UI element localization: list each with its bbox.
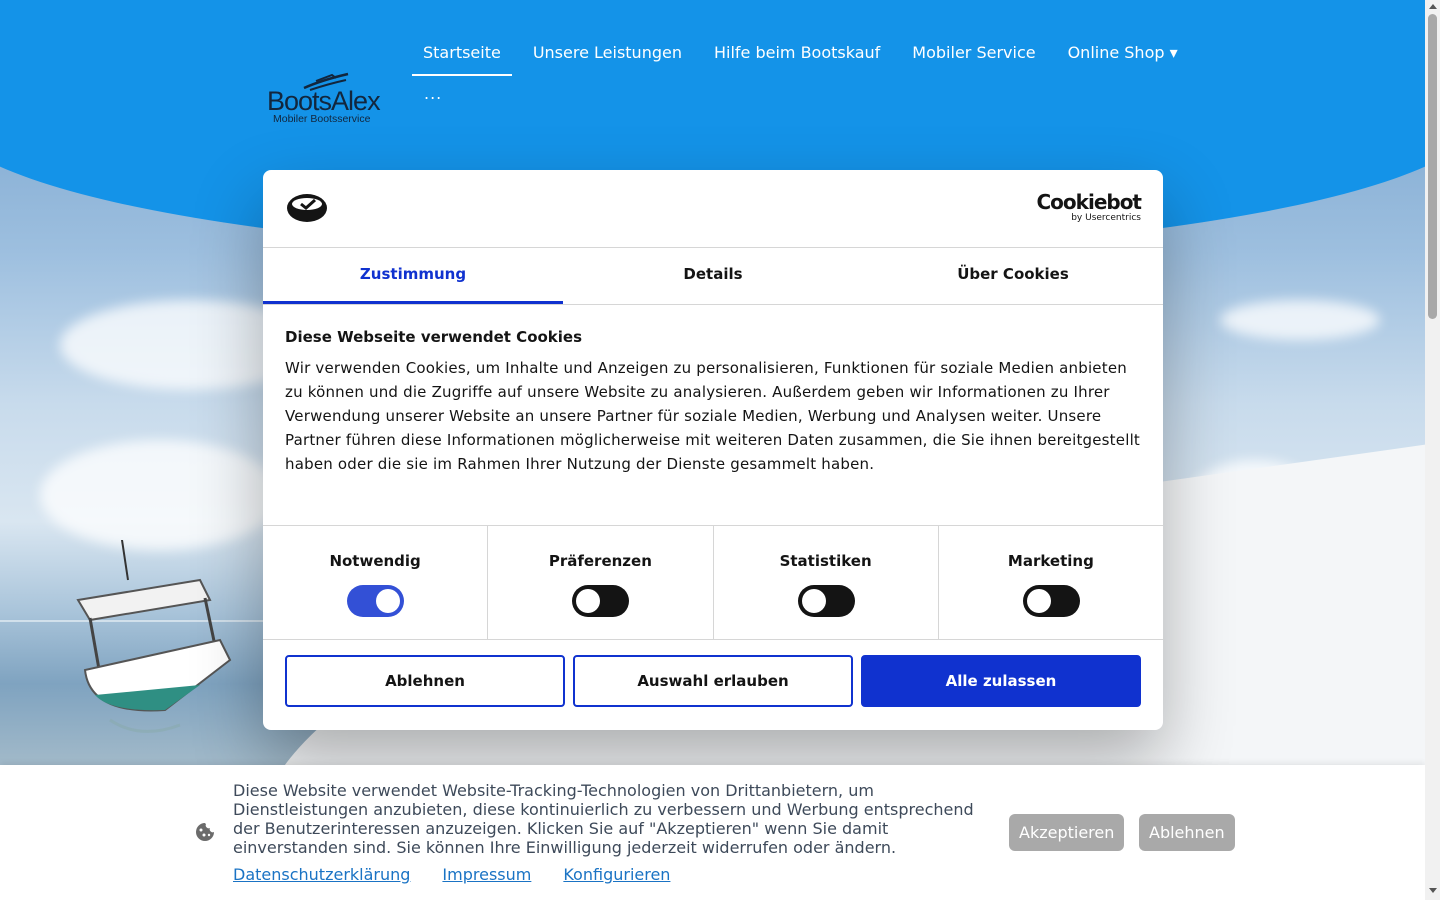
nav-item-mobiler-service[interactable]: Mobiler Service [912, 43, 1036, 62]
category-praeferenzen [488, 526, 713, 639]
scroll-thumb[interactable] [1428, 14, 1437, 319]
tracking-banner [0, 765, 1425, 900]
cloud [1220, 300, 1380, 340]
link-datenschutz[interactable]: Datenschutzerklärung [233, 865, 411, 884]
toggle-knob [376, 589, 400, 613]
scroll-up-icon[interactable] [1429, 4, 1437, 9]
category-statistiken [714, 526, 939, 639]
category-label: Marketing [1007, 552, 1094, 570]
link-impressum[interactable]: Impressum [442, 865, 532, 884]
accept-button[interactable]: Akzeptieren [1009, 814, 1124, 851]
category-label: Notwendig [329, 552, 421, 570]
link-konfigurieren[interactable]: Konfigurieren [563, 865, 671, 884]
cookiebot-brand-sub: by Usercentrics [1071, 213, 1141, 223]
cookie-icon [195, 822, 215, 842]
tab-details[interactable]: Details [683, 265, 743, 283]
category-marketing [939, 526, 1163, 639]
boat-image [70, 540, 250, 740]
decline-button[interactable]: Ablehnen [285, 655, 565, 707]
toggle-marketing[interactable] [1023, 585, 1080, 617]
banner-decline-button[interactable]: Ablehnen [1139, 814, 1235, 851]
dialog-text: Wir verwenden Cookies, um Inhalte und Anzeigen zu personalisieren, Funktionen für soziale Medien anbieten zu können und die Zugriffe auf unsere Website zu analysieren. Außerdem geben wir Informationen zu Ihrer Verwendung unserer Website an unsere Partner für soziale Medien, Werbung und Analysen weiter. Unsere Partner führen diese Informationen möglicherweise mit weiteren Daten zusammen, die Sie ihnen bereitgestellt haben oder die sie im Rahmen Ihrer Nutzung der Dienste gesammelt haben. [285, 359, 1141, 473]
category-notwendig [263, 526, 488, 639]
cookiebot-brand-name: Cookiebot [1036, 190, 1141, 214]
nav-item-online-shop[interactable]: Online Shop ▾ [1067, 43, 1178, 62]
dialog-tabs [263, 247, 1163, 305]
allow-selection-button[interactable]: Auswahl erlauben [573, 655, 853, 707]
banner-text: Diese Website verwendet Website-Tracking-Technologien von Drittanbietern, um Dienstleistungen anzubieten, diese kontinuierlich zu verbessern und Werbung entsprechend der Benutzerinteressen anzuzeigen. Klicken Sie auf "Akzeptieren" wenn Sie damit einverstanden sind. Sie können Ihre Einwilligung jederzeit widerrufen oder ändern. [233, 781, 974, 857]
dialog-header [263, 170, 1163, 248]
nav-item-hilfe-beim-bootskauf[interactable]: Hilfe beim Bootskauf [713, 43, 881, 62]
cookiebot-brand[interactable] [1037, 191, 1142, 223]
toggle-statistiken[interactable] [798, 585, 855, 617]
consent-categories [263, 525, 1163, 640]
cookie-consent-dialog [263, 170, 1163, 730]
toggle-knob [1027, 589, 1051, 613]
logo-text: BootsAlex [267, 86, 380, 116]
tab-ueber-cookies[interactable]: Über Cookies [957, 265, 1069, 283]
nav-more-button[interactable]: ... [424, 84, 443, 103]
nav-item-unsere-leistungen[interactable]: Unsere Leistungen [532, 43, 682, 62]
banner-links [233, 865, 702, 884]
dialog-title: Diese Webseite verwendet Cookies [285, 328, 583, 346]
allow-all-button[interactable]: Alle zulassen [861, 655, 1141, 707]
dialog-body [285, 328, 1141, 476]
nav-item-startseite[interactable]: Startseite [412, 40, 512, 76]
dialog-buttons [285, 655, 1141, 707]
toggle-praeferenzen[interactable] [572, 585, 629, 617]
toggle-notwendig[interactable] [347, 585, 404, 617]
scroll-down-icon[interactable] [1429, 888, 1437, 893]
cloud [40, 440, 280, 550]
tab-zustimmung[interactable]: Zustimmung [263, 247, 563, 304]
toggle-knob [576, 589, 600, 613]
page-scrollbar[interactable] [1425, 0, 1440, 900]
category-label: Präferenzen [548, 552, 652, 570]
logo-subtitle: Mobiler Bootsservice [273, 113, 371, 125]
site-logo[interactable] [264, 72, 388, 128]
toggle-knob [802, 589, 826, 613]
main-nav [412, 40, 1199, 74]
cookie-logo-icon [285, 192, 329, 224]
category-label: Statistiken [779, 552, 872, 570]
